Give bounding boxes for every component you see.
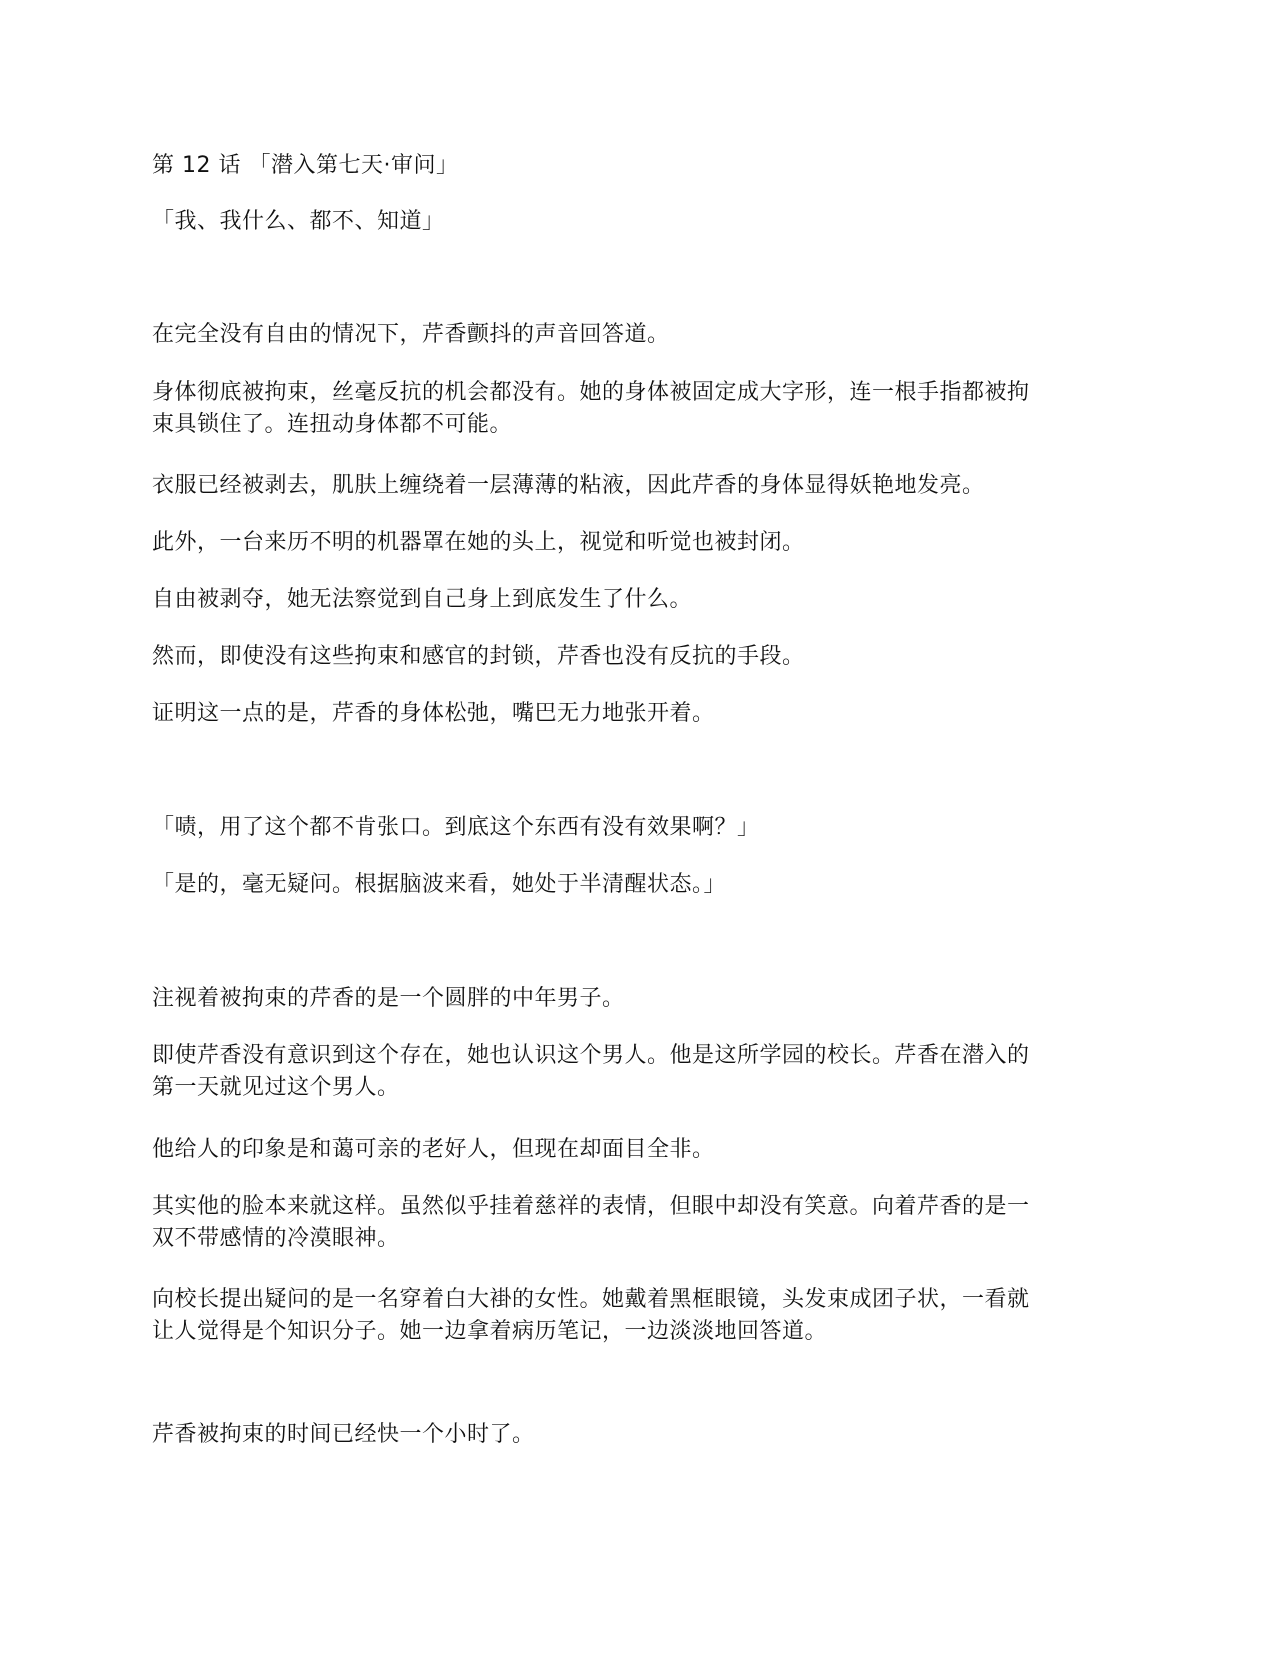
paragraph xyxy=(152,206,1142,238)
paragraph-line: 身体彻底被拘束，丝毫反抗的机会都没有。她的身体被固定成大字形，连一根手指都被拘 xyxy=(152,380,1030,405)
paragraph xyxy=(152,584,1142,616)
paragraph-line: 双不带感情的冷漠眼神。 xyxy=(152,1226,400,1251)
paragraph xyxy=(152,1284,1142,1348)
paragraph-line: 此外，一台来历不明的机器罩在她的头上，视觉和听觉也被封闭。 xyxy=(152,530,805,555)
paragraph-line: 芹香被拘束的时间已经快一个小时了。 xyxy=(152,1422,535,1447)
paragraph xyxy=(152,470,1142,502)
paragraph-line: 衣服已经被剥去，肌肤上缠绕着一层薄薄的粘液，因此芹香的身体显得妖艳地发亮。 xyxy=(152,473,985,498)
paragraph-line: 第一天就见过这个男人。 xyxy=(152,1075,400,1100)
paragraph-line: 「是的，毫无疑问。根据脑波来看，她处于半清醒状态。」 xyxy=(152,872,727,897)
paragraph xyxy=(152,377,1142,441)
paragraph xyxy=(152,1419,1142,1451)
paragraph xyxy=(152,1191,1142,1255)
paragraph xyxy=(152,698,1142,730)
paragraph-line: 他给人的印象是和蔼可亲的老好人，但现在却面目全非。 xyxy=(152,1137,715,1162)
paragraph xyxy=(152,983,1142,1015)
dialogue-line xyxy=(152,869,1142,901)
paragraph-line: 注视着被拘束的芹香的是一个圆胖的中年男子。 xyxy=(152,986,625,1011)
paragraph-line: 「我、我什么、都不、知道」 xyxy=(152,209,445,234)
paragraph-line: 向校长提出疑问的是一名穿着白大褂的女性。她戴着黑框眼镜，头发束成团子状，一看就 xyxy=(152,1287,1030,1312)
paragraph xyxy=(152,319,1142,351)
paragraph xyxy=(152,1040,1142,1104)
paragraph xyxy=(152,641,1142,673)
paragraph-line: 证明这一点的是，芹香的身体松弛，嘴巴无力地张开着。 xyxy=(152,701,715,726)
paragraph-line: 即使芹香没有意识到这个存在，她也认识这个男人。他是这所学园的校长。芹香在潜入的 xyxy=(152,1043,1030,1068)
paragraph-line: 「啧，用了这个都不肯张口。到底这个东西有没有效果啊？」 xyxy=(152,815,760,840)
paragraph-line: 在完全没有自由的情况下，芹香颤抖的声音回答道。 xyxy=(152,322,670,347)
paragraph-line: 束具锁住了。连扭动身体都不可能。 xyxy=(152,412,513,437)
paragraph-line: 然而，即使没有这些拘束和感官的封锁，芹香也没有反抗的手段。 xyxy=(152,644,805,669)
dialogue-line xyxy=(152,812,1142,844)
paragraph-line: 其实他的脸本来就这样。虽然似乎挂着慈祥的表情，但眼中却没有笑意。向着芹香的是一 xyxy=(152,1194,1030,1219)
paragraph-line: 让人觉得是个知识分子。她一边拿着病历笔记，一边淡淡地回答道。 xyxy=(152,1319,828,1344)
paragraph xyxy=(152,1134,1142,1166)
paragraph xyxy=(152,527,1142,559)
chapter-title: 第 12 话 「潜入第七天·审问」 xyxy=(152,153,459,178)
paragraph-line: 自由被剥夺，她无法察觉到自己身上到底发生了什么。 xyxy=(152,587,693,612)
